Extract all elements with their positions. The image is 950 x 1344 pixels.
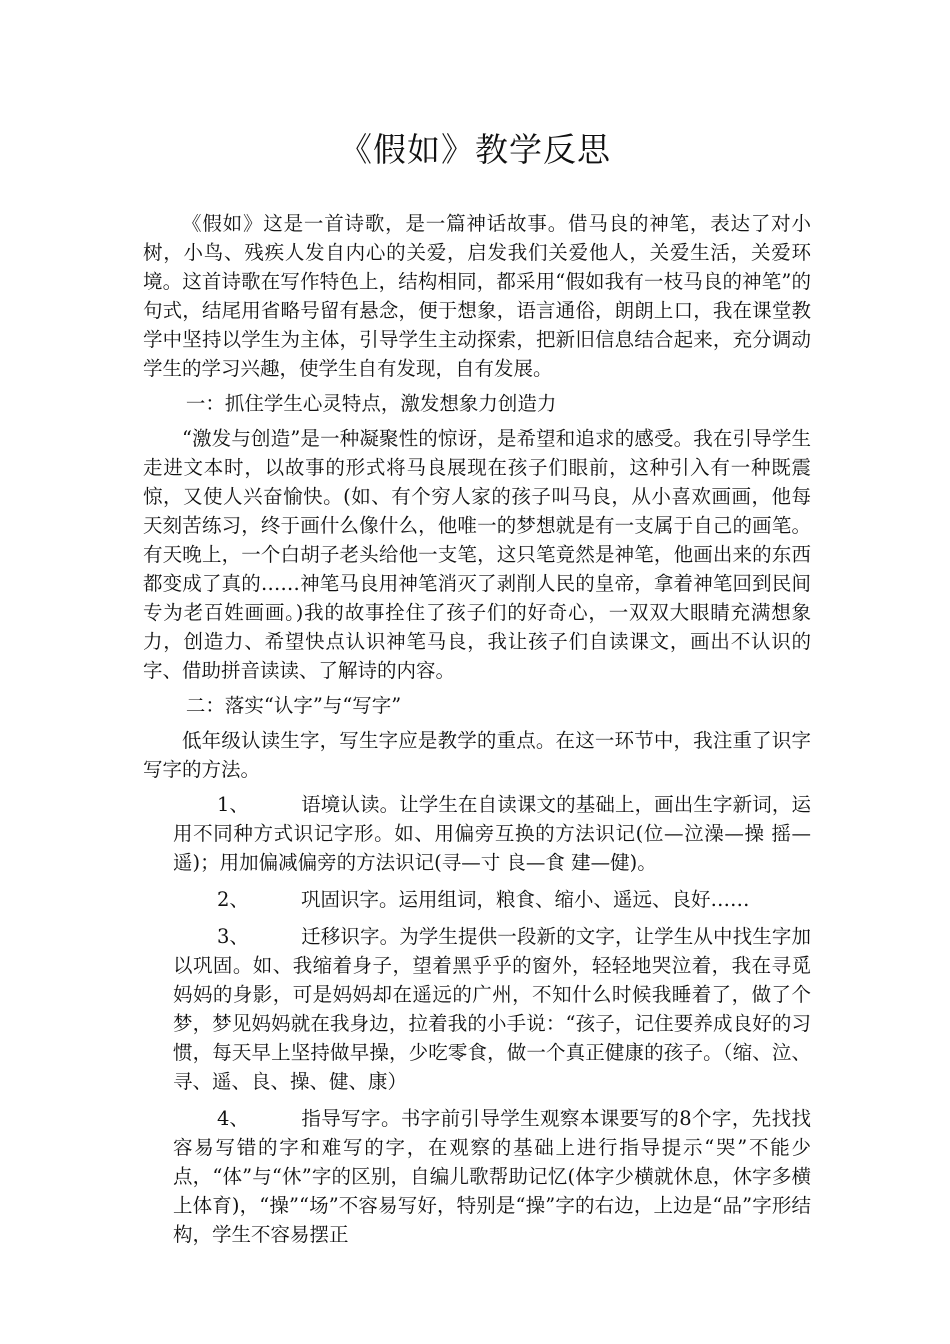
section-2-paragraph: 低年级认读生字，写生字应是教学的重点。在这一环节中，我注重了识字写字的方法。 xyxy=(143,729,811,781)
list-item-text: 指导写字。书字前引导学生观察本课要写的8个字，先找找容易写错的字和难写的字，在观察的基础上进行指导提示“哭”不能少点，“体”与“休”字的区别，自编儿歌帮助记忆(体字少横就休息，休字多横上体育)，“操”“场”不容易写好，特别是“操”字的右边，上边是“品”字形结构，学生不容易摆正 xyxy=(173,1107,811,1246)
list-item-text: 语境认读。让学生在自读课文的基础上，画出生字新词，运用不同种方式识记字形。如、用偏旁互换的方法识记(位—泣澡—操 摇—遥)；用加偏减偏旁的方法识记(寻—寸 良—食 建—健)。 xyxy=(173,793,811,874)
section-1-heading: 一：抓住学生心灵特点，激发想象力创造力 xyxy=(185,392,557,415)
document-body xyxy=(143,209,811,1249)
section-1-paragraph: “激发与创造”是一种凝聚性的惊讶，是希望和追求的感受。我在引导学生走进文本时，以故事的形式将马良展现在孩子们眼前，这种引入有一种既震惊，又使人兴奋愉快。(如、有个穷人家的孩子叫马良，从小喜欢画画，他每天刻苦练习，终于画什么像什么，他唯一的梦想就是有一支属于自己的画笔。有天晚上，一个白胡子老头给他一支笔，这只笔竟然是神笔，他画出来的东西都变成了真的……神笔马良用神笔消灭了剥削人民的皇帝，拿着神笔回到民间专为老百姓画画。)我的故事拴住了孩子们的好奇心，一双双大眼睛充满想象力，创造力、希望快点认识神笔马良，我让孩子们自读课文，画出不认识的字、借助拼音读读、了解诗的内容。 xyxy=(143,427,811,682)
list-item xyxy=(143,922,811,1096)
page-title: 《假如》教学反思 xyxy=(339,130,611,169)
list-item-number: 4、 xyxy=(217,1107,249,1130)
list-item-number: 3、 xyxy=(217,925,249,948)
section-2-heading: 二：落实“认字”与“写字” xyxy=(185,694,402,717)
list-item-number: 1、 xyxy=(217,793,249,816)
intro-paragraph: 《假如》这是一首诗歌，是一篇神话故事。借马良的神笔，表达了对小树，小鸟、残疾人发自内心的关爱，启发我们关爱他人，关爱生活，关爱环境。这首诗歌在写作特色上，结构相同，都采用“假如我有一枝马良的神笔”的句式，结尾用省略号留有悬念，便于想象，语言通俗，朗朗上口，我在课堂教学中坚持以学生为主体，引导学生主动探索，把新旧信息结合起来，充分调动学生的学习兴趣，使学生自有发现，自有发展。 xyxy=(143,212,811,380)
list-item xyxy=(143,885,811,914)
list-item xyxy=(143,790,811,877)
list-item-number: 2、 xyxy=(217,888,249,911)
list-item-text: 迁移识字。为学生提供一段新的文字，让学生从中找生字加以巩固。如、我缩着身子，望着黑乎乎的窗外，轻轻地哭泣着，我在寻觅妈妈的身影，可是妈妈却在遥远的广州，不知什么时候我睡着了，做了个梦，梦见妈妈就在我身边，拉着我的小手说：“孩子，记住要养成良好的习惯，每天早上坚持做早操，少吃零食，做一个真正健康的孩子。（缩、泣、寻、遥、良、操、健、康） xyxy=(173,925,811,1093)
list-item-text: 巩固识字。运用组词，粮食、缩小、遥远、良好…… xyxy=(301,888,750,911)
list-item xyxy=(143,1104,811,1249)
